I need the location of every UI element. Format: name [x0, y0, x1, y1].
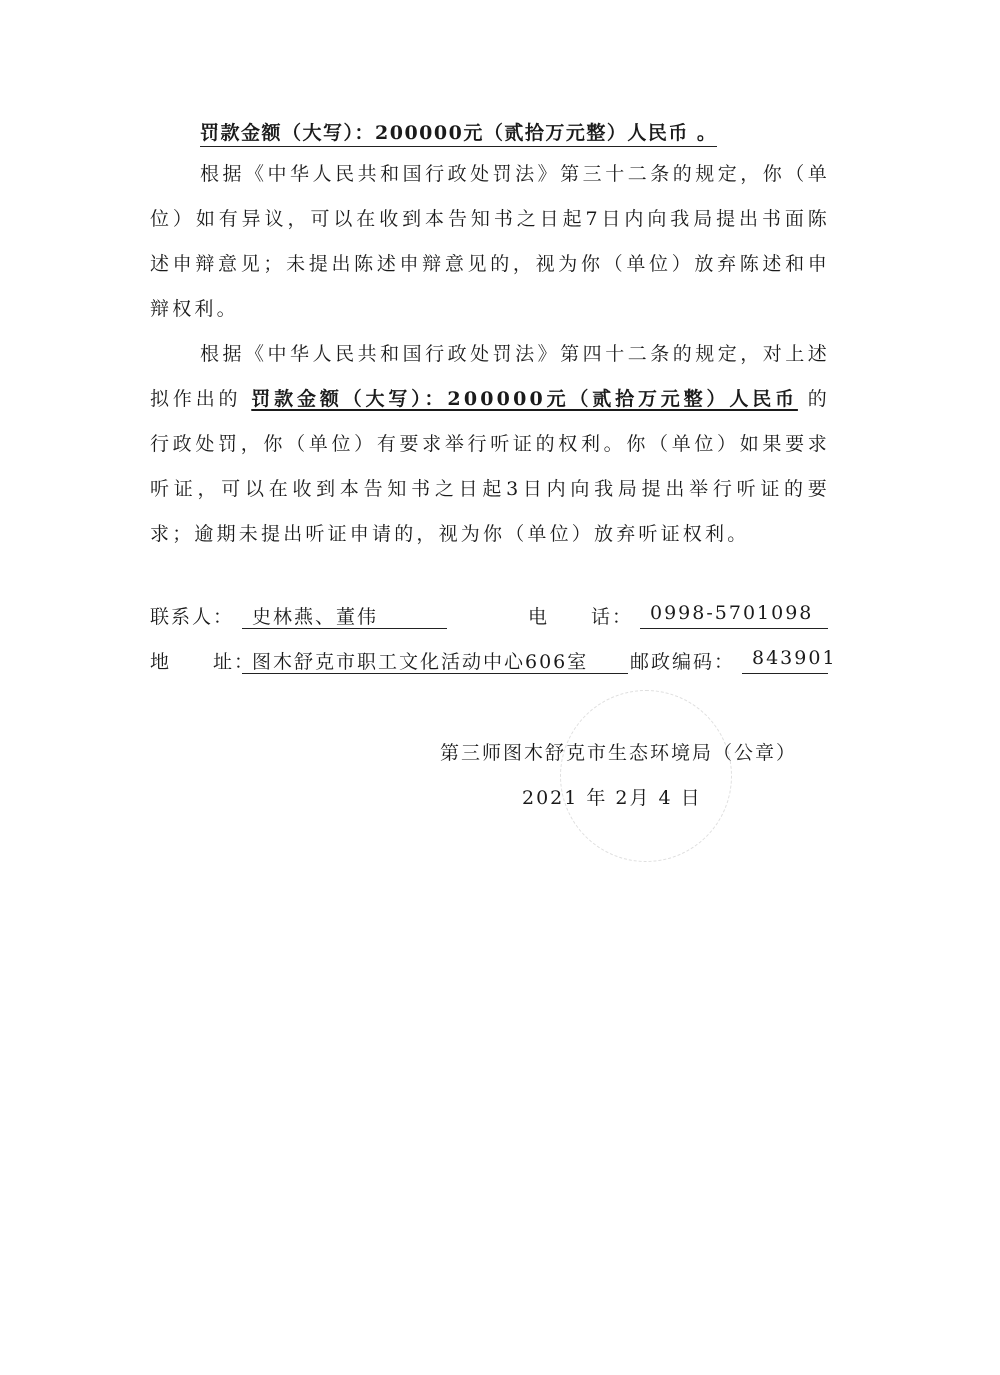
issue-date: 2021 年 2月 4 日: [522, 787, 702, 809]
hearing-text-after: 的行政处罚，你（单位）有要求举行听证的权利。你（单位）如果要求听证，可以在收到本告知书之日起3日内向我局提出举行听证的要求；逾期未提出听证申请的，视为你（单位）放弃听证权利。: [150, 388, 830, 545]
postal-code-value: 843901: [742, 647, 828, 674]
objection-paragraph: 根据《中华人民共和国行政处罚法》第三十二条的规定，你（单位）如有异议，可以在收到本告知书之日起7日内向我局提出书面陈述申辩意见；未提出陈述申辩意见的，视为你（单位）放弃陈述和申辩权利。: [150, 163, 830, 320]
official-seal-mark: [560, 690, 732, 862]
postal-code-label: 邮政编码：: [630, 651, 736, 673]
address-label: 地 址：: [150, 651, 256, 673]
contact-person-label: 联系人：: [150, 606, 235, 628]
fine-amount-line: 罚款金额（大写）：200000元（贰拾万元整）人民币 。: [200, 118, 717, 147]
contact-row-person-phone: [150, 602, 830, 632]
hearing-fine-amount: 罚款金额（大写）：200000元（贰拾万元整）人民币: [251, 388, 798, 410]
hearing-text-before: 根据《中华人民共和国行政处罚法》第四十二条的规定，对上述拟作出的: [150, 343, 830, 410]
address-value: 图木舒克市职工文化活动中心606室: [242, 647, 628, 674]
issuing-authority: 第三师图木舒克市生态环境局（公章）: [440, 742, 798, 764]
phone-label: 电 话：: [528, 606, 634, 628]
hearing-paragraph: [150, 332, 830, 557]
phone-value: 0998-5701098: [640, 602, 828, 629]
contact-person-value: 史林燕、董伟: [242, 602, 447, 629]
contact-row-address-postal: [150, 647, 837, 677]
